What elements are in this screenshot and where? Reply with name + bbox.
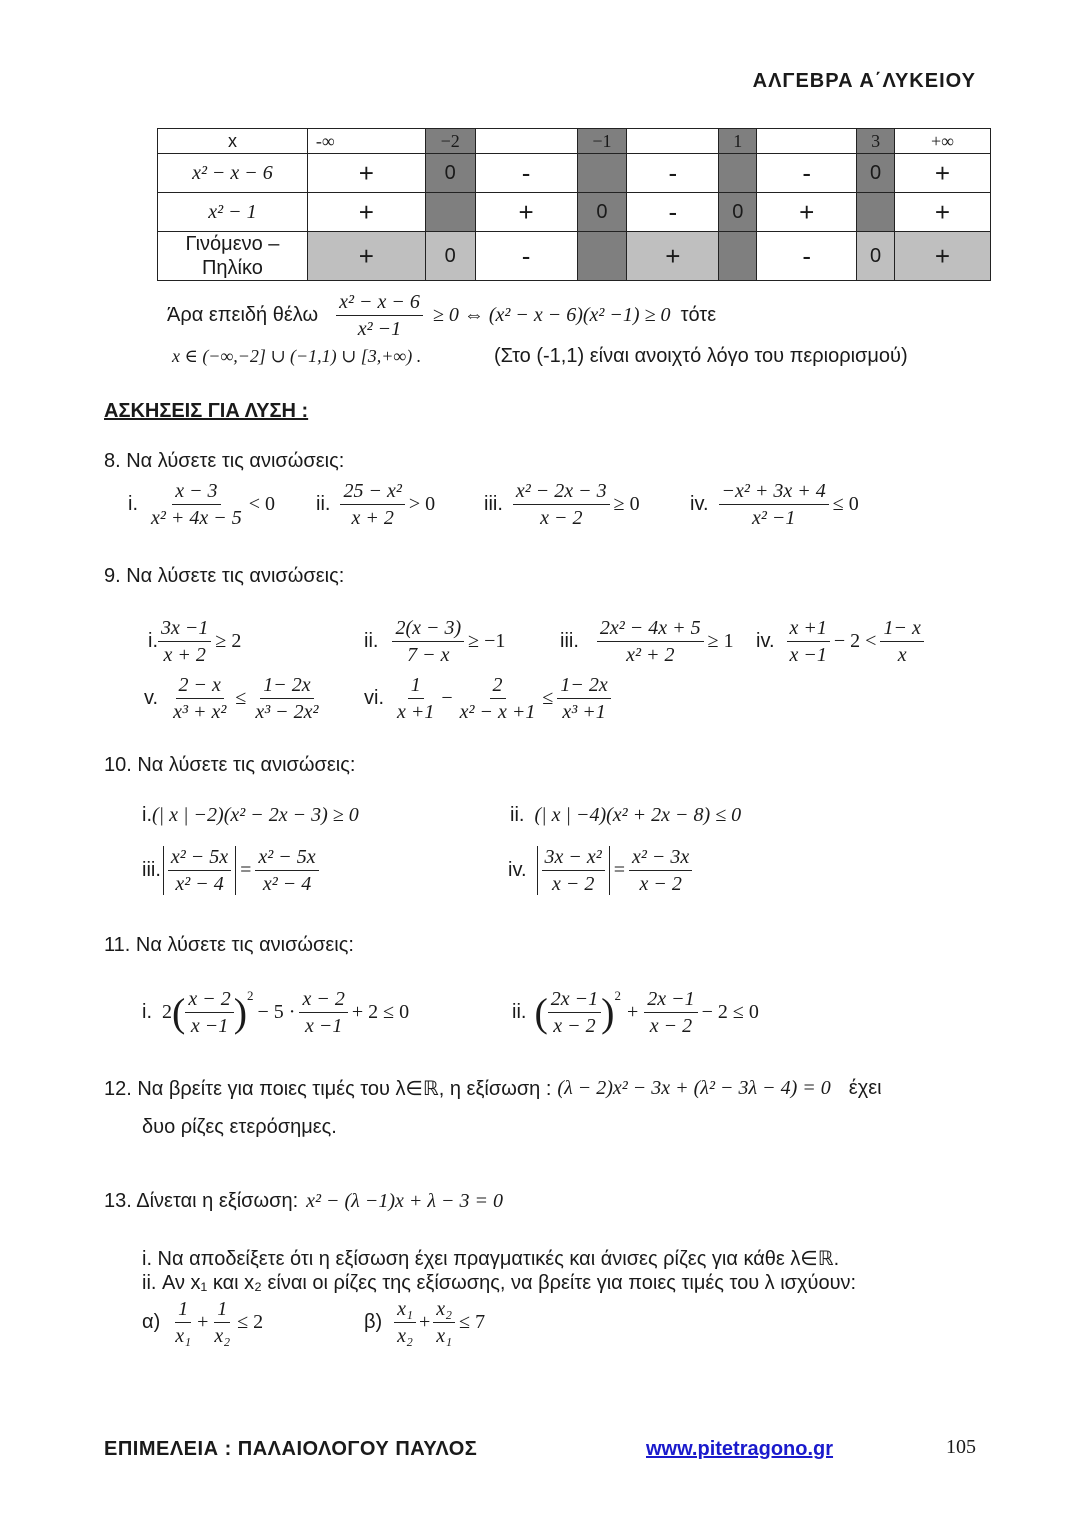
absolute-value (163, 846, 236, 895)
fraction (185, 988, 233, 1037)
table-cell: 0 (425, 232, 475, 281)
numerator: −x² + 3x + 4 (719, 480, 829, 505)
table-cell: -∞ (307, 129, 425, 154)
exercise-9-i (148, 617, 241, 666)
exercise-8-title: 8. Να λύσετε τις ανισώσεις: (104, 450, 345, 472)
table-cell: + (627, 232, 719, 281)
relation: ≤ 7 (459, 1311, 486, 1333)
table-cell: + (895, 154, 991, 193)
operator: − 5 · (257, 1001, 296, 1023)
item-label: iii. (560, 630, 579, 652)
denominator: x² − 4 (175, 873, 224, 895)
table-cell (719, 232, 757, 281)
table-cell: 0 (425, 154, 475, 193)
exercise-13-title: 13. Δίνεται η εξίσωση: (104, 1190, 299, 1212)
sign-table-row-3 (158, 232, 991, 281)
denominator: x² −1 (751, 507, 796, 529)
item-label: ii. (510, 804, 525, 826)
restriction-note: (Στο (-1,1) είναι ανοιχτό λόγο του περιορισμού) (494, 345, 908, 367)
denominator: x₁ (436, 1325, 453, 1347)
item-label: iv. (690, 493, 709, 515)
numerator: 2x −1 (644, 988, 697, 1013)
absolute-value (537, 846, 610, 895)
denominator: x² + 4x − 5 (151, 507, 242, 529)
numerator: 2x² − 4x + 5 (597, 617, 704, 642)
item-label: iv. (756, 630, 775, 652)
item-label: iii. (484, 493, 503, 515)
item-label: v. (144, 687, 159, 709)
table-cell: - (757, 154, 857, 193)
row-label: x² − x − 6 (158, 154, 308, 193)
exercise-13-ii: ii. Αν x₁ και x₂ είναι οι ρίζες της εξίσωσης, να βρείτε για ποιες τιμές του λ ισχύουν: (142, 1272, 857, 1294)
item-label: ii. (364, 630, 379, 652)
exercise-12-line-1 (104, 1076, 882, 1101)
exercise-12-text: 12. Να βρείτε για ποιες τιμές του λ∈ℝ, η εξίσωση : (104, 1078, 552, 1100)
table-cell (577, 232, 627, 281)
numerator: 1− 2x (260, 674, 313, 699)
operator: ≤ (235, 687, 247, 709)
exercise-8-iv (690, 480, 859, 529)
numerator: 3x −1 (158, 617, 211, 642)
fraction (252, 674, 321, 723)
exercise-9-v (144, 674, 322, 723)
table-cell (577, 154, 627, 193)
fraction (513, 480, 610, 529)
fraction (148, 480, 245, 529)
numerator: 1 (408, 674, 424, 699)
exercise-11-i (142, 988, 409, 1037)
table-cell (475, 129, 577, 154)
fraction (158, 617, 211, 666)
relation: ≥ −1 (468, 630, 506, 652)
fraction (168, 846, 231, 895)
table-cell: - (475, 154, 577, 193)
conclusion-lead: Άρα επειδή θέλω (167, 304, 319, 326)
numerator: x² − 5x (168, 846, 231, 871)
table-cell: + (895, 232, 991, 281)
fraction (629, 846, 692, 895)
fraction (211, 1298, 233, 1347)
exercise-11-ii (512, 988, 759, 1037)
exercise-9-title: 9. Να λύσετε τις ανισώσεις: (104, 565, 345, 587)
table-cell: x (158, 129, 308, 154)
table-cell: + (895, 193, 991, 232)
operator: − (441, 687, 453, 709)
denominator: x³ + x² (173, 701, 227, 723)
table-cell: +∞ (895, 129, 991, 154)
solution-set: x ∈ (−∞,−2] ∪ (−1,1) ∪ [3,+∞) . (172, 346, 422, 366)
exponent: 2 (614, 988, 621, 1003)
denominator: 7 − x (407, 644, 450, 666)
denominator: x + 2 (163, 644, 206, 666)
sign-table-row-1 (158, 154, 991, 193)
fraction (394, 674, 437, 723)
page-header-title: ΑΛΓΕΒΡΑ Α΄ΛΥΚΕΙΟΥ (752, 70, 976, 92)
exponent: 2 (247, 988, 254, 1003)
table-cell: −1 (577, 129, 627, 154)
numerator: x₁ (394, 1298, 416, 1323)
paren-close: ) (601, 989, 615, 1035)
fraction (394, 1298, 416, 1347)
paren-open: ( (534, 989, 548, 1035)
numerator: x +1 (787, 617, 830, 642)
exercise-10-title: 10. Να λύσετε τις ανισώσεις: (104, 754, 356, 776)
denominator: x₂ (214, 1325, 231, 1347)
sign-table-header-row (158, 129, 991, 154)
table-cell (757, 129, 857, 154)
table-cell: 0 (577, 193, 627, 232)
item-label: i. (142, 804, 152, 826)
paren-open: ( (172, 989, 186, 1035)
fraction (255, 846, 318, 895)
exercise-10-ii (510, 804, 741, 827)
exercise-10-iv (508, 846, 692, 895)
numerator: x − 2 (185, 988, 233, 1013)
denominator: x² + 2 (626, 644, 675, 666)
item-label: i. (142, 1001, 152, 1023)
table-cell: 0 (857, 232, 895, 281)
exercise-12-tail: έχει (848, 1077, 882, 1099)
relation: ≤ 0 (832, 493, 859, 515)
exercise-10-iii (142, 846, 319, 895)
exercise-13-title-line (104, 1190, 503, 1213)
numerator: 25 − x² (340, 480, 404, 505)
numerator: x − 2 (299, 988, 347, 1013)
table-cell: - (627, 154, 719, 193)
exercise-13-i: i. Να αποδείξετε ότι η εξίσωση έχει πραγματικές και άνισες ρίζες για κάθε λ∈ℝ. (142, 1248, 840, 1270)
exercise-9-iii (560, 617, 734, 666)
numerator: x² − 5x (255, 846, 318, 871)
denominator: x³ − 2x² (255, 701, 319, 723)
table-cell: + (307, 193, 425, 232)
item-label: iv. (508, 859, 527, 881)
exercise-9-iv (756, 617, 924, 666)
sign-table (157, 128, 991, 281)
fraction (644, 988, 697, 1037)
denominator: x² − 4 (262, 873, 312, 895)
paren-close: ) (233, 989, 248, 1035)
operator: + (419, 1311, 431, 1333)
table-cell: + (307, 154, 425, 193)
math-expression: ≥ 0 ⇔ (x² − x − 6)(x² −1) ≥ 0 (432, 304, 671, 326)
relation: − 2 ≤ 0 (701, 1001, 759, 1023)
denominator: x −1 (304, 1015, 343, 1037)
fraction (548, 988, 601, 1037)
item-label: ii. (512, 1001, 527, 1023)
table-cell (425, 193, 475, 232)
fraction (340, 480, 404, 529)
denominator: x − 2 (551, 873, 595, 895)
exercise-13-a (142, 1298, 263, 1347)
numerator: 1 (214, 1298, 230, 1323)
relation: ≥ 1 (707, 630, 734, 652)
table-cell: + (307, 232, 425, 281)
denominator: x − 2 (649, 1015, 693, 1037)
section-title: ΑΣΚΗΣΕΙΣ ΓΙΑ ΛΥΣΗ : (104, 400, 309, 422)
denominator: x₁ (175, 1325, 192, 1347)
relation: ≤ 2 (237, 1311, 264, 1333)
exercise-12-line-2: δυο ρίζες ετερόσημες. (142, 1116, 337, 1138)
fraction (172, 1298, 194, 1347)
numerator: x − 3 (172, 480, 220, 505)
denominator: x −1 (190, 1015, 229, 1037)
table-cell: −2 (425, 129, 475, 154)
table-cell (627, 129, 719, 154)
table-cell: - (627, 193, 719, 232)
operator: ≤ (542, 687, 554, 709)
row-label: Γινόμενο – Πηλίκο (158, 232, 308, 281)
conclusion-line (167, 291, 716, 340)
fraction (336, 291, 423, 340)
numerator: 2x −1 (548, 988, 601, 1013)
operator: + (626, 1001, 639, 1023)
operator: = (613, 859, 626, 881)
fraction (433, 1298, 455, 1347)
numerator: x² − 3x (629, 846, 692, 871)
relation: ≥ 0 (613, 493, 640, 515)
denominator: x + 2 (351, 507, 394, 529)
math-expression: (λ − 2)x² − 3x + (λ² − 3λ − 4) = 0 (557, 1077, 831, 1099)
item-label: β) (364, 1311, 383, 1333)
math-expression: x² − (λ −1)x + λ − 3 = 0 (306, 1190, 504, 1212)
denominator: x (897, 644, 907, 666)
fraction (719, 480, 829, 529)
table-cell (857, 193, 895, 232)
footer-author: ΕΠΙΜΕΛΕΙΑ : ΠΑΛΑΙΟΛΟΓΟΥ ΠΑΥΛΟΣ (104, 1438, 478, 1460)
numerator: 1 (175, 1298, 191, 1323)
fraction (392, 617, 464, 666)
numerator: 3x − x² (542, 846, 605, 871)
table-cell: 0 (857, 154, 895, 193)
denominator: x −1 (789, 644, 827, 666)
fraction (880, 617, 923, 666)
table-cell (719, 154, 757, 193)
numerator: x² − x − 6 (336, 291, 423, 316)
item-label: iii. (142, 859, 161, 881)
fraction (787, 617, 830, 666)
footer-website-link[interactable]: www.pitetragono.gr (646, 1438, 834, 1460)
denominator: x³ +1 (562, 701, 606, 723)
exercise-8-iii (484, 480, 640, 529)
denominator: x +1 (397, 701, 435, 723)
relation: + 2 ≤ 0 (351, 1001, 410, 1023)
exercise-9-ii (364, 617, 505, 666)
numerator: 2 − x (176, 674, 224, 699)
operator: − 2 < (833, 630, 877, 652)
exercise-13-b (364, 1298, 485, 1347)
denominator: x² − x +1 (459, 701, 536, 723)
math-expression: (| x | −2)(x² − 2x − 3) ≥ 0 (152, 804, 359, 826)
table-cell: - (757, 232, 857, 281)
table-cell: 1 (719, 129, 757, 154)
conclusion-tail: τότε (680, 304, 717, 326)
fraction (542, 846, 605, 895)
denominator: x₂ (397, 1325, 414, 1347)
page-number: 105 (946, 1436, 976, 1458)
denominator: x − 2 (639, 873, 682, 895)
numerator: x² − 2x − 3 (513, 480, 610, 505)
relation: > 0 (408, 493, 436, 515)
exercise-8-ii (316, 480, 435, 529)
row-label: x² − 1 (158, 193, 308, 232)
table-cell: - (475, 232, 577, 281)
relation: < 0 (248, 493, 276, 515)
fraction (597, 617, 704, 666)
exercise-10-i (142, 804, 359, 827)
fraction (557, 674, 610, 723)
sign-table-row-2 (158, 193, 991, 232)
fraction (170, 674, 229, 723)
item-label: vi. (364, 687, 384, 709)
denominator: x − 2 (540, 507, 583, 529)
fraction (299, 988, 347, 1037)
table-cell: + (475, 193, 577, 232)
numerator: 1− 2x (557, 674, 610, 699)
numerator: 2(x − 3) (392, 617, 464, 642)
operator: + (197, 1311, 209, 1333)
exercise-9-vi (364, 674, 611, 723)
item-label: i. (148, 630, 158, 652)
item-label: α) (142, 1311, 161, 1333)
exercise-11-title: 11. Να λύσετε τις ανισώσεις: (104, 934, 354, 956)
relation: ≥ 2 (215, 630, 242, 652)
coefficient: 2 (162, 1001, 172, 1023)
denominator: x − 2 (553, 1015, 596, 1037)
exercise-8-i (128, 480, 275, 529)
denominator: x² −1 (357, 318, 402, 340)
numerator: x₂ (433, 1298, 455, 1323)
fraction (457, 674, 539, 723)
operator: = (240, 859, 252, 881)
numerator: 2 (490, 674, 506, 699)
table-cell: 3 (857, 129, 895, 154)
item-label: ii. (316, 493, 331, 515)
item-label: i. (128, 493, 138, 515)
table-cell: 0 (719, 193, 757, 232)
table-cell: + (757, 193, 857, 232)
math-expression: (| x | −4)(x² + 2x − 8) ≤ 0 (534, 804, 742, 826)
numerator: 1− x (880, 617, 923, 642)
